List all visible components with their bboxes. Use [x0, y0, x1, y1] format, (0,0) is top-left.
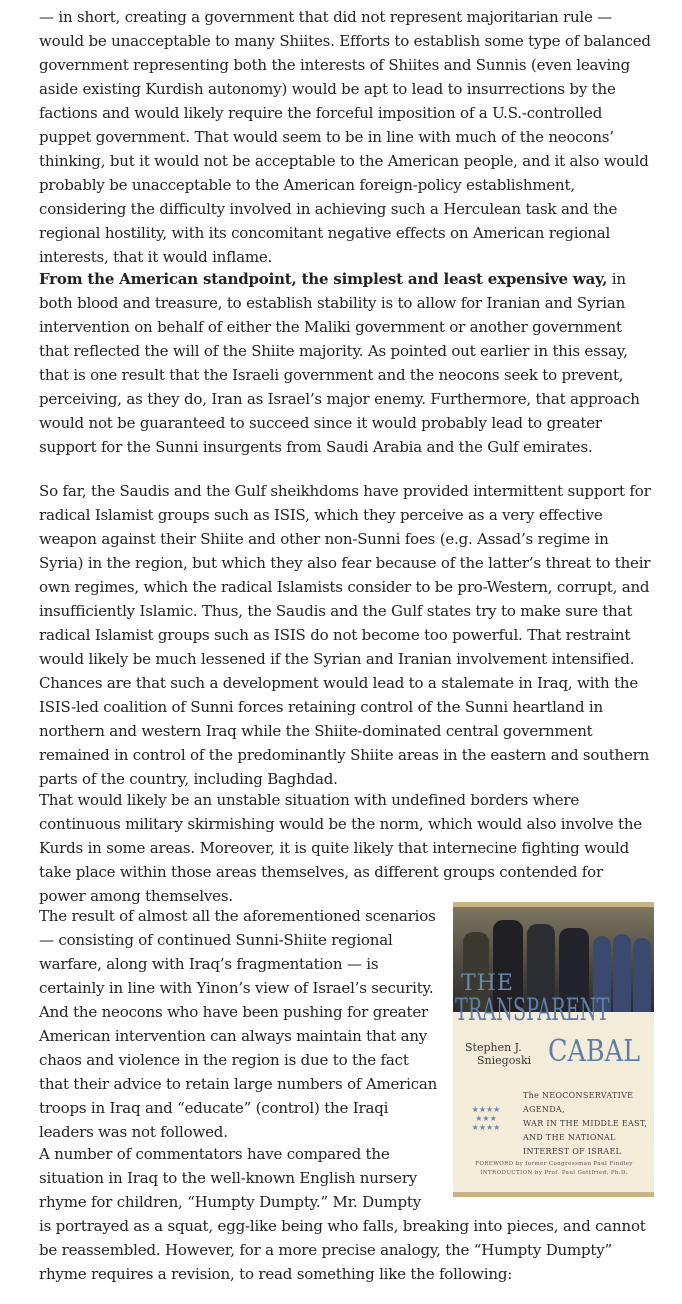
book-subtitle-line: AND THE NATIONAL	[523, 1133, 616, 1142]
paragraph-1-text: — in short, creating a government that did not represent majoritarian rule — would be unacceptable to many Shiites. Efforts to establish some type of balanced government representing both the interests of Shiites and Sunnis (even leaving aside existing Kurdish autonomy) would be apt to lead to insurrections by the factions and would likely require the forceful imposition of a U.S.-controlled puppet government. That would seem to be in line with much of the neocons’ thinking, but it would not be acceptable to the American people, and it also would probably be unacceptable to the American foreign-policy establishment, considering the difficulty involved in achieving such a Herculean task and the regional hostility, with its concomitant negative effects on American regional interests, that it would inflame.	[39, 8, 651, 266]
paragraph-6-text: A number of commentators have compared the situation in Iraq to the well-known English nursery rhyme for children, “Humpty Dumpty.” Mr. Dumpty is portrayed as a squat, egg-like being who falls, breaking into pieces, and cannot be reassembled. However, for a more precise analogy, the “Humpty Dumpty” rhyme requires a revision, to read something like the following:	[39, 1145, 646, 1283]
paragraph-5	[39, 904, 441, 1144]
paragraph-1	[39, 5, 653, 269]
book-credits	[461, 1160, 647, 1178]
paragraph-5-text: The result of almost all the aforementioned scenarios — consisting of continued Sunni-Shiite regional warfare, along with Iraq’s fragmentation — is certainly in line with Yinon’s view of Israel’s security. And the neocons who have been pushing for greater American intervention can always maintain that any chaos and violence in the region is due to the fact that their advice to retain large numbers of American troops in Iraq and “educate” (control) the Iraqi leaders was not followed.	[39, 907, 438, 1141]
book-subtitle	[523, 1089, 651, 1159]
paragraph-4-text: That would likely be an unstable situation with undefined borders where continuous military skirmishing would be the norm, which would also involve the Kurds in some areas. Moreover, it is quite likely that internecine fighting would take place within those areas themselves, as different groups contended for power among themselves.	[39, 791, 642, 905]
book-introduction: INTRODUCTION by Prof. Paul Gottfried, Ph.D.	[480, 1170, 628, 1176]
book-author-first: Stephen J.	[465, 1041, 522, 1054]
book-title-main: TRANSPARENT	[455, 992, 610, 1028]
book-title-the: THE	[461, 971, 514, 996]
paragraph-3	[39, 479, 653, 791]
paragraph-3-text: So far, the Saudis and the Gulf sheikhdoms have provided intermittent support for radical Islamist groups such as ISIS, which they perceive as a very effective weapon against their Shiite and other non-Sunni foes (e.g. Assad’s regime in Syria) in the region, but which they also fear because of the latter’s threat to their own regimes, which the radical Islamists consider to be pro-Western, corrupt, and insufficiently Islamic. Thus, the Saudis and the Gulf states try to make sure that radical Islamist groups such as ISIS do not become too powerful. That restraint would likely be much lessened if the Syrian and Iranian involvement intensified. Chances are that such a development would lead to a stalemate in Iraq, with the ISIS-led coalition of Sunni forces retaining control of the Sunni heartland in northern and western Iraq while the Shiite-dominated central government remained in control of the predominantly Shiite areas in the eastern and southern parts of the country, including Baghdad.	[39, 482, 651, 788]
book-author	[465, 1041, 531, 1067]
book-stars-decoration: ★★★★ ★★★ ★★★★	[471, 1105, 501, 1132]
paragraph-4	[39, 788, 653, 908]
paragraph-2-text: in both blood and treasure, to establish stability is to allow for Iranian and Syrian intervention on behalf of either the Maliki government or another government that reflected the will of the Shiite majority. As pointed out earlier in this essay, that is one result that the Israeli government and the neocons seek to prevent, perceiving, as they do, Iran as Israel’s major enemy. Furthermore, that approach would not be guaranteed to succeed since it would probably lead to greater support for the Sunni insurgents from Saudi Arabia and the Gulf emirates.	[39, 270, 640, 456]
book-subtitle-line: INTEREST OF ISRAEL	[523, 1147, 622, 1156]
book-cover-image[interactable]	[453, 902, 654, 1197]
paragraph-2-lead: From the American standpoint, the simplest and least expensive way,	[39, 270, 608, 288]
book-foreword: FOREWORD by former Congressman Paul Findley	[475, 1161, 633, 1167]
book-subtitle-line: The NEOCONSERVATIVE AGENDA,	[523, 1091, 634, 1114]
book-title-cabal: CABAL	[548, 1034, 641, 1069]
book-author-last: Sniegoski	[477, 1054, 532, 1067]
paragraph-2	[39, 267, 653, 459]
book-subtitle-line: WAR IN THE MIDDLE EAST,	[523, 1119, 648, 1128]
